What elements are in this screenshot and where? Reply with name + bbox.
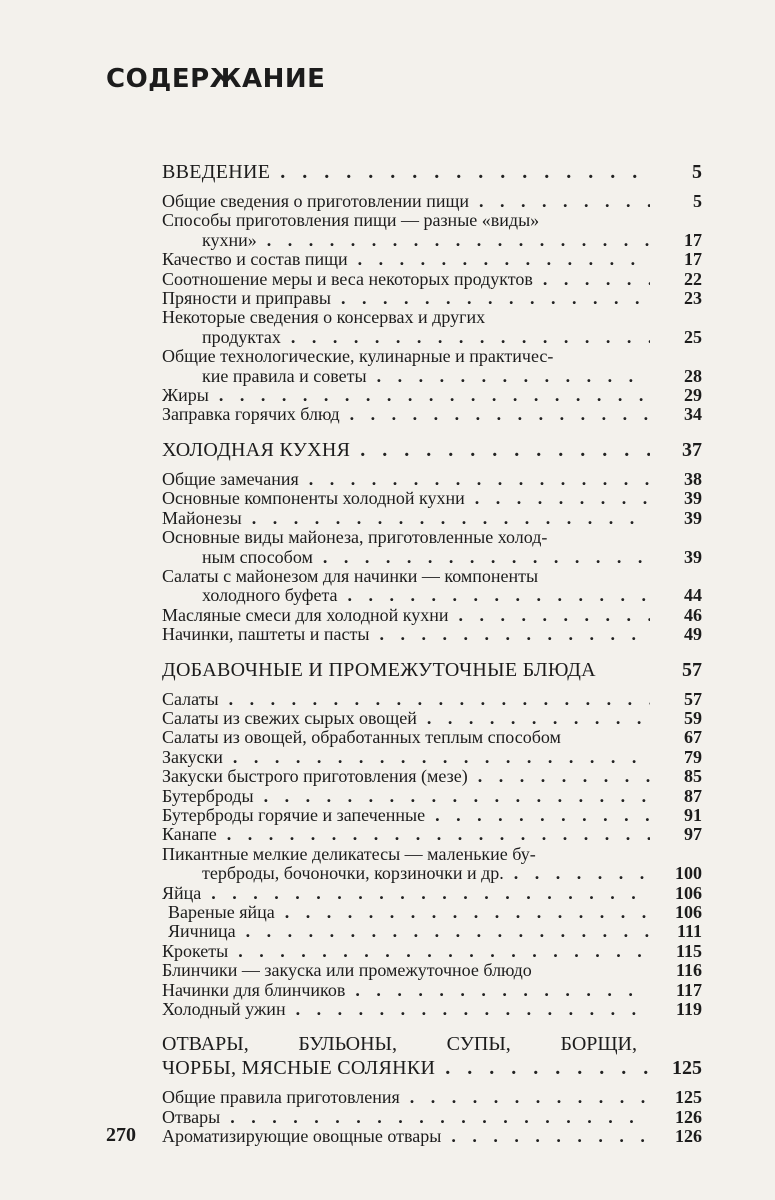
page-number: 270 xyxy=(106,1124,136,1146)
toc-entry xyxy=(162,1127,702,1146)
entry-page: 57 xyxy=(684,688,702,709)
entry-text: Общие технологические, кулинарные и практичес- xyxy=(162,346,554,367)
page-title: СОДЕРЖАНИЕ xyxy=(106,64,326,94)
entry-page: 28 xyxy=(684,365,702,386)
entry-text: Общие сведения о приготовлении пищи xyxy=(162,191,469,211)
toc-entry xyxy=(162,386,702,405)
toc-entry xyxy=(162,1108,702,1127)
toc-entry xyxy=(162,192,702,211)
entry-page: 39 xyxy=(684,546,702,567)
entry-text: Начинки, паштеты и пасты xyxy=(162,624,370,645)
dot-leader xyxy=(267,231,650,250)
entry-text: Салаты из овощей, обработанных теплым способом xyxy=(162,727,561,748)
toc-entry xyxy=(162,509,702,528)
dot-leader xyxy=(459,606,650,625)
dot-leader xyxy=(296,1000,650,1019)
toc-section xyxy=(162,160,702,425)
entry-text: Качество и состав пищи xyxy=(162,249,348,270)
entry-text: Майонезы xyxy=(162,507,242,528)
entry-text: Бутерброды xyxy=(162,785,254,806)
entry-page: 34 xyxy=(684,404,702,425)
toc-entry xyxy=(162,567,702,606)
entry-text: Салаты из свежих сырых овощей xyxy=(162,707,417,728)
toc-entry xyxy=(162,787,702,806)
entry-text: Жиры xyxy=(162,385,209,406)
section-heading-text: ОТВАРЫ, БУЛЬОНЫ, СУПЫ, БОРЩИ, xyxy=(162,1033,637,1056)
dot-leader xyxy=(445,1056,650,1080)
entry-page: 106 xyxy=(675,902,702,922)
section-page: 5 xyxy=(692,161,702,183)
entry-page: 5 xyxy=(693,191,702,211)
entry-page: 125 xyxy=(675,1087,702,1108)
entry-text: Общие замечания xyxy=(162,468,299,489)
entry-page: 25 xyxy=(684,326,702,347)
entry-text: Основные компоненты холодной кухни xyxy=(162,488,465,509)
entry-text: Яичница xyxy=(168,921,236,942)
toc-entry xyxy=(162,825,702,844)
entry-text: Заправка горячих блюд xyxy=(162,404,340,425)
entry-text-continued: холодного буфета xyxy=(202,585,338,606)
entry-page: 17 xyxy=(684,229,702,250)
section-heading-text: ДОБАВОЧНЫЕ И ПРОМЕЖУТОЧНЫЕ БЛЮДА xyxy=(162,658,596,681)
entry-text-continued: продуктах xyxy=(202,326,281,347)
entry-text-continued: кие правила и советы xyxy=(202,365,367,386)
entry-page: 79 xyxy=(684,746,702,767)
entry-page: 49 xyxy=(684,624,702,645)
section-heading xyxy=(162,1032,702,1080)
dot-leader xyxy=(219,386,650,405)
entry-text: Пикантные мелкие деликатесы — маленькие бу- xyxy=(162,843,536,864)
toc-entry xyxy=(162,845,702,884)
toc-entry xyxy=(162,903,702,922)
entry-text: Общие правила приготовления xyxy=(162,1087,400,1108)
entry-page: 17 xyxy=(684,249,702,270)
entry-page: 106 xyxy=(675,882,702,903)
entry-text: Салаты с майонезом для начинки — компоненты xyxy=(162,565,539,586)
dot-leader xyxy=(280,160,650,184)
entry-page: 97 xyxy=(684,824,702,845)
entry-text: Отвары xyxy=(162,1106,221,1127)
entry-text: Пряности и приправы xyxy=(162,288,331,309)
entry-page: 85 xyxy=(684,766,702,787)
dot-leader xyxy=(285,903,650,922)
entry-page: 119 xyxy=(675,999,702,1020)
section-heading xyxy=(162,160,702,184)
entry-text: Канапе xyxy=(162,824,217,845)
entry-page: 29 xyxy=(684,385,702,406)
dot-leader xyxy=(435,806,650,825)
dot-leader xyxy=(358,250,650,269)
entry-page: 100 xyxy=(675,863,702,884)
toc-entry xyxy=(162,728,702,747)
toc-entry xyxy=(162,806,702,825)
entry-page: 39 xyxy=(684,507,702,528)
entry-text: Закуски xyxy=(162,746,223,767)
entry-text: Вареные яйца xyxy=(168,902,275,922)
toc-entry xyxy=(162,1088,702,1107)
entry-text: Некоторые сведения о консервах и других xyxy=(162,307,486,328)
dot-leader xyxy=(355,981,650,1000)
entry-page: 23 xyxy=(684,288,702,309)
toc-entry xyxy=(162,922,702,941)
entry-page: 46 xyxy=(684,604,702,625)
dot-leader xyxy=(211,884,650,903)
dot-leader xyxy=(309,470,650,489)
entry-page: 59 xyxy=(684,707,702,728)
dot-leader xyxy=(341,289,650,308)
entry-page: 116 xyxy=(675,960,702,981)
toc-entry xyxy=(162,625,702,644)
entry-page: 22 xyxy=(684,268,702,289)
toc-entry xyxy=(162,211,702,250)
section-heading-text-continued: ЧОРБЫ, МЯСНЫЕ СОЛЯНКИ xyxy=(162,1057,436,1080)
section-page: 125 xyxy=(672,1057,702,1080)
toc-entry xyxy=(162,884,702,903)
section-page: 57 xyxy=(682,658,702,681)
section-heading xyxy=(162,658,702,682)
section-heading-text: ХОЛОДНАЯ КУХНЯ xyxy=(162,438,351,461)
entry-page: 126 xyxy=(675,1106,702,1127)
entry-page: 91 xyxy=(684,804,702,825)
dot-leader xyxy=(323,548,650,567)
dot-leader xyxy=(291,328,650,347)
toc-section xyxy=(162,1032,702,1146)
entry-page: 111 xyxy=(676,921,702,942)
dot-leader xyxy=(233,748,650,767)
entry-text: Блинчики — закуска или промежуточное блюдо xyxy=(162,960,532,981)
toc-entry xyxy=(162,489,702,508)
dot-leader xyxy=(475,489,650,508)
section-heading-text: ВВЕДЕНИЕ xyxy=(162,161,271,183)
toc-entry xyxy=(162,767,702,786)
entry-text: Крокеты xyxy=(162,940,229,961)
dot-leader xyxy=(377,367,650,386)
entry-text: Холодный ужин xyxy=(162,999,286,1020)
dot-leader xyxy=(410,1088,650,1107)
toc-section xyxy=(162,658,702,1020)
entry-page: 67 xyxy=(684,727,702,748)
dot-leader xyxy=(360,438,650,462)
toc-entry xyxy=(162,606,702,625)
entry-text: Закуски быстрого приготовления (мезе) xyxy=(162,766,468,787)
toc-entry xyxy=(162,347,702,386)
dot-leader xyxy=(229,690,650,709)
dot-leader xyxy=(227,825,650,844)
entry-page: 115 xyxy=(675,940,702,961)
dot-leader xyxy=(252,509,650,528)
dot-leader xyxy=(543,270,650,289)
toc-entry xyxy=(162,1000,702,1019)
dot-leader xyxy=(479,192,650,211)
entry-text: Ароматизирующие овощные отвары xyxy=(162,1126,442,1147)
entry-text: Салаты xyxy=(162,688,219,709)
entry-page: 38 xyxy=(684,468,702,489)
toc-entry xyxy=(162,942,702,961)
dot-leader xyxy=(478,767,650,786)
entry-page: 117 xyxy=(675,979,702,1000)
dot-leader xyxy=(427,709,650,728)
table-of-contents xyxy=(162,160,702,1160)
dot-leader xyxy=(379,625,650,644)
entry-text: Соотношение меры и веса некоторых продуктов xyxy=(162,268,533,289)
toc-entry xyxy=(162,289,702,308)
dot-leader xyxy=(230,1108,650,1127)
toc-entry xyxy=(162,405,702,424)
dot-leader xyxy=(264,787,650,806)
toc-section xyxy=(162,438,702,645)
section-page: 37 xyxy=(682,438,702,461)
toc-entry xyxy=(162,690,702,709)
entry-text: Способы приготовления пищи — разные «виды» xyxy=(162,210,540,231)
entry-text: Масляные смеси для холодной кухни xyxy=(162,604,449,625)
entry-text: Основные виды майонеза, приготовленные холод- xyxy=(162,527,548,548)
entry-text-continued: терброды, бочоночки, корзиночки и др. xyxy=(202,863,504,884)
toc-entry xyxy=(162,270,702,289)
dot-leader xyxy=(350,405,650,424)
section-heading xyxy=(162,438,702,462)
entry-text: Яйца xyxy=(162,882,202,903)
dot-leader xyxy=(451,1127,650,1146)
dot-leader xyxy=(348,586,650,605)
entry-page: 44 xyxy=(684,585,702,606)
toc-entry xyxy=(162,470,702,489)
toc-entry xyxy=(162,981,702,1000)
entry-text-continued: кухни» xyxy=(202,229,257,250)
toc-entry xyxy=(162,709,702,728)
toc-entry xyxy=(162,961,702,980)
entry-text-continued: ным способом xyxy=(202,546,313,567)
dot-leader xyxy=(238,942,650,961)
toc-entry xyxy=(162,528,702,567)
toc-entry xyxy=(162,308,702,347)
entry-page: 126 xyxy=(675,1126,702,1147)
toc-entry xyxy=(162,250,702,269)
entry-page: 39 xyxy=(684,488,702,509)
entry-text: Начинки для блинчиков xyxy=(162,979,346,1000)
entry-text: Бутерброды горячие и запеченные xyxy=(162,804,426,825)
dot-leader xyxy=(246,922,650,941)
dot-leader xyxy=(514,864,650,883)
toc-entry xyxy=(162,748,702,767)
entry-page: 87 xyxy=(684,785,702,806)
